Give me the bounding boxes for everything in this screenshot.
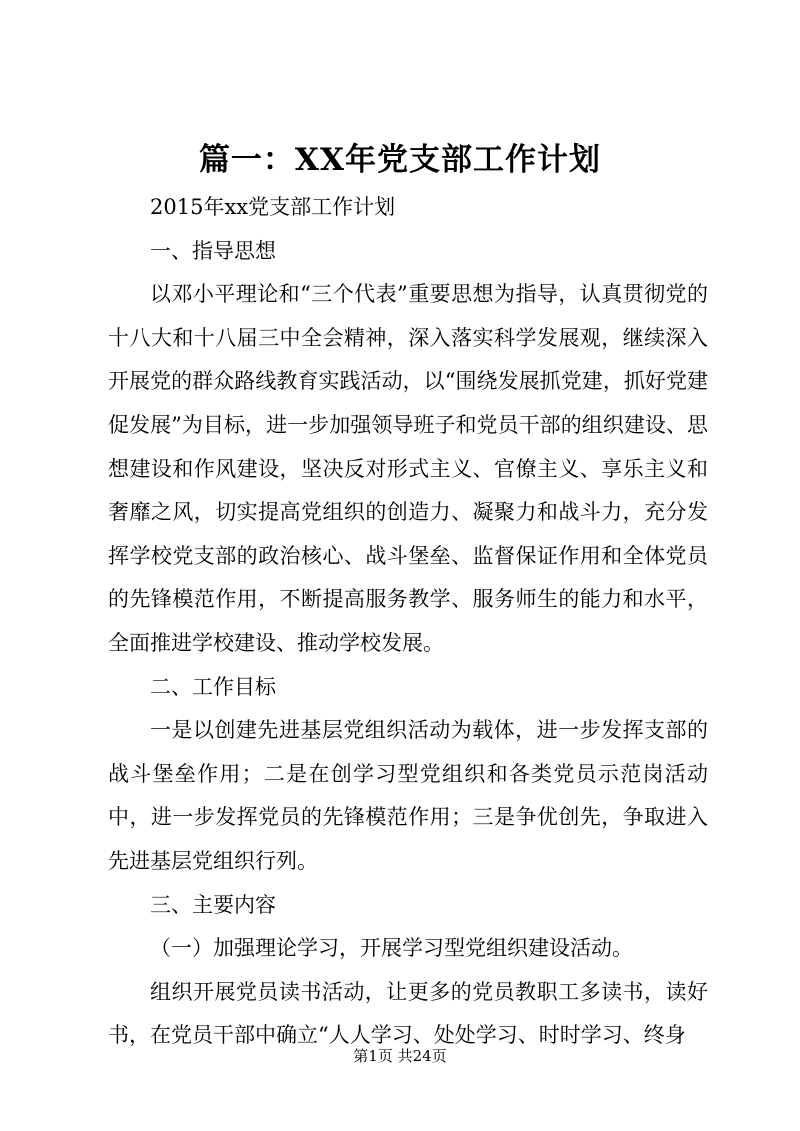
document-title: 篇一：XX年党支部工作计划 — [198, 142, 602, 178]
paragraph-reading-activity: 组织开展党员读书活动，让更多的党员教职工多读书，读好书，在党员干部中确立“人人学习、处处学习、时时学习、终身 — [108, 979, 708, 1048]
section-heading-main-content: 三、主要内容 — [150, 892, 276, 917]
paragraph-guiding-ideology: 以邓小平理论和“三个代表”重要思想为指导，认真贯彻党的十八大和十八届三中全会精神，深入落实科学发展观，继续深入开展党的群众路线教育实践活动，以“围绕发展抓党建，抓好党建促发展”为目标，进一步加强领导班子和党员干部的组织建设、思想建设和作风建设，坚决反对形式主义、官僚主义、享乐主义和奢靡之风，切实提高党组织的创造力、凝聚力和战斗力，充分发挥学校党支部的政治核心、战斗堡垒、监督保证作用和全体党员的先锋模范作用，不断提高服务教学、服务师生的能力和水平，全面推进学校建设、推动学校发展。 — [108, 282, 708, 655]
paragraph-work-goals: 一是以创建先进基层党组织活动为载体，进一步发挥支部的战斗堡垒作用；二是在创学习型党组织和各类党员示范岗活动中，进一步发挥党员的先锋模范作用；三是争优创先，争取进入先进基层党组织行列。 — [108, 718, 708, 873]
section-heading-work-goals: 二、工作目标 — [150, 674, 276, 699]
plan-subtitle: 2015年xx党支部工作计划 — [150, 195, 396, 219]
section-heading-guiding-ideology: 一、指导思想 — [150, 238, 276, 263]
subsection-heading-theory-study: （一）加强理论学习，开展学习型党组织建设活动。 — [150, 936, 633, 961]
document-body — [108, 186, 708, 1058]
page-number: 第1页 共24页 — [353, 1047, 447, 1065]
